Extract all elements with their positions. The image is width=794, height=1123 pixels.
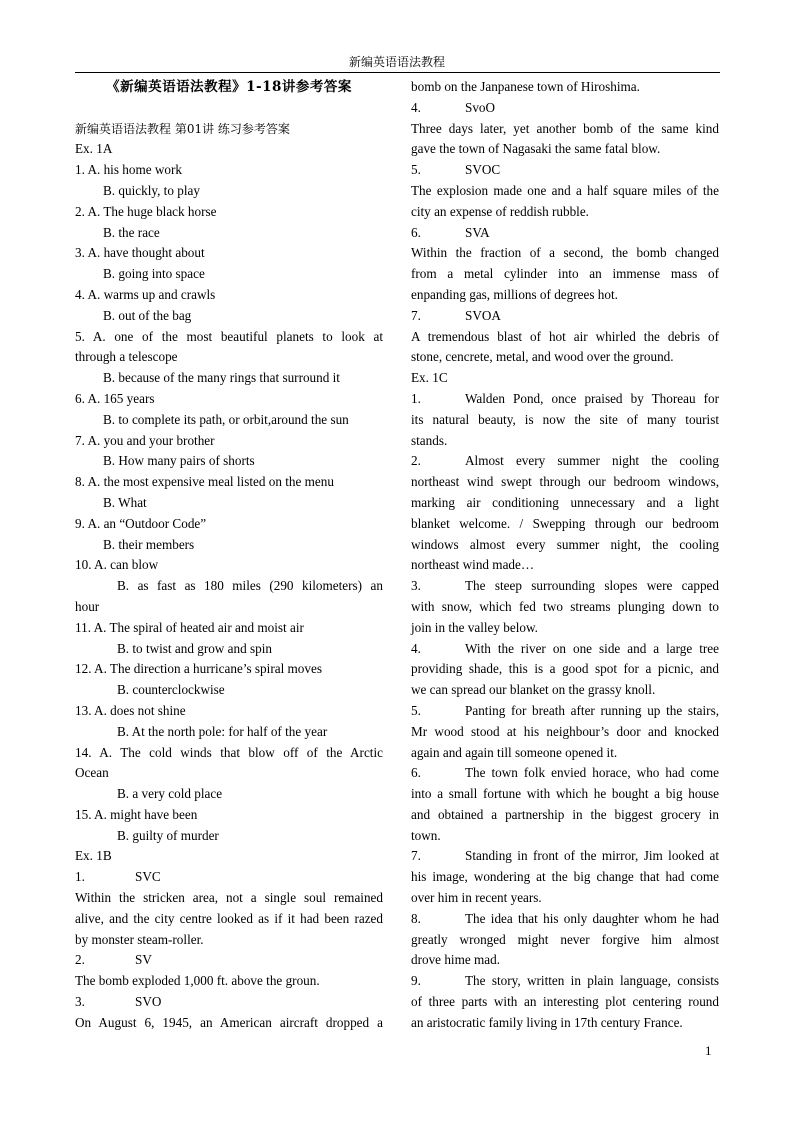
sentence-pattern: SVOC bbox=[465, 162, 501, 178]
answer-line: B. their members bbox=[103, 536, 195, 552]
answer-line: 12. A. The direction a hurricane’s spiral moves bbox=[75, 661, 322, 677]
item-number: 8. bbox=[411, 910, 421, 926]
answer-line: his image, wondering at the big change that had come bbox=[411, 869, 719, 885]
answer-line: Within the fraction of a second, the bomb changed bbox=[411, 245, 719, 261]
answer-line: providing shade, this is a good spot for a picnic, and bbox=[411, 661, 719, 677]
item-number: 3. bbox=[75, 994, 85, 1010]
item-number: 7. bbox=[411, 848, 421, 864]
item-number: 5. bbox=[411, 162, 421, 178]
answer-line: 15. A. might have been bbox=[75, 806, 198, 822]
answer-line: we can spread our blanket on the grassy knoll. bbox=[411, 682, 656, 698]
answer-line bbox=[411, 98, 719, 119]
answer-line bbox=[411, 389, 719, 410]
answer-line: Within the stricken area, not a single soul remained bbox=[75, 890, 383, 906]
item-number: 5. bbox=[411, 702, 421, 718]
answer-line: blanket welcome. / Swepping through our bedroom bbox=[411, 515, 719, 531]
sentence-pattern: SvoO bbox=[465, 99, 496, 115]
answer-line: by monster steam-roller. bbox=[75, 931, 204, 947]
answer-line: greatly wronged might never forgive him almost bbox=[411, 931, 719, 947]
left-column bbox=[75, 77, 383, 1034]
item-number: 1. bbox=[75, 869, 85, 885]
answer-text: The steep surrounding slopes were capped bbox=[465, 578, 719, 594]
answer-line: 7. A. you and your brother bbox=[75, 432, 215, 448]
section-subtitle: 新编英语语法教程 第01讲 练习参考答案 bbox=[75, 121, 290, 136]
answer-line bbox=[411, 639, 719, 660]
answer-line: enpanding gas, millions of degrees hot. bbox=[411, 286, 618, 302]
answer-line: 14. A. The cold winds that blow off of the Arctic bbox=[75, 744, 383, 760]
answer-line: Ocean bbox=[75, 765, 109, 781]
answer-text: Standing in front of the mirror, Jim looked at bbox=[465, 848, 719, 864]
sentence-pattern: SVOA bbox=[465, 307, 501, 323]
answer-line: B. out of the bag bbox=[103, 307, 192, 323]
answer-line: and obtained a partnership in the biggest grocery in bbox=[411, 806, 719, 822]
header-rule bbox=[75, 72, 720, 73]
answer-line: stands. bbox=[411, 432, 448, 448]
exercise-heading: Ex. 1C bbox=[411, 370, 448, 386]
answer-line: B. to complete its path, or orbit,around the sun bbox=[103, 411, 349, 427]
item-number: 2. bbox=[411, 453, 421, 469]
answer-line: B. as fast as 180 miles (290 kilometers) an bbox=[117, 578, 383, 594]
answer-line: drove hime mad. bbox=[411, 952, 500, 968]
answer-line: B. because of the many rings that surround it bbox=[103, 370, 340, 386]
answer-line: B. a very cold place bbox=[117, 786, 223, 802]
answer-line: hour bbox=[75, 598, 100, 614]
answer-line: alive, and the city centre looked as if it had been razed bbox=[75, 910, 383, 926]
answer-text: The story, written in plain language, consists bbox=[465, 973, 719, 989]
item-number: 6. bbox=[411, 224, 421, 240]
answer-line: B. to twist and grow and spin bbox=[117, 640, 272, 656]
answer-line: into a small fortune with which he bought a big house bbox=[411, 786, 719, 802]
answer-line bbox=[411, 909, 719, 930]
answer-line bbox=[75, 867, 383, 888]
answer-line: through a telescope bbox=[75, 349, 178, 365]
spacer bbox=[75, 98, 383, 119]
answer-line: an aristocratic family living in 17th century France. bbox=[411, 1014, 683, 1030]
sentence-pattern: SVA bbox=[465, 224, 490, 240]
answer-line bbox=[411, 971, 719, 992]
answer-line: bomb on the Janpanese town of Hiroshima. bbox=[411, 79, 640, 94]
answer-line bbox=[411, 451, 719, 472]
answer-line: city an expense of reddish rubble. bbox=[411, 203, 589, 219]
answer-text: The town folk envied horace, who had come bbox=[465, 765, 719, 781]
answer-line: 13. A. does not shine bbox=[75, 702, 186, 718]
answer-line bbox=[411, 763, 719, 784]
answer-line: 3. A. have thought about bbox=[75, 245, 205, 261]
answer-line: again and again till someone opened it. bbox=[411, 744, 618, 760]
answer-line bbox=[411, 846, 719, 867]
answer-line: marking air conditioning unnecessary and a light bbox=[411, 494, 719, 510]
sentence-pattern: SVC bbox=[135, 869, 161, 885]
answer-line: 6. A. 165 years bbox=[75, 390, 155, 406]
answer-line bbox=[75, 950, 383, 971]
answer-line: Mr wood stood at his neighbour’s door and knocked bbox=[411, 723, 719, 739]
answer-line: northeast wind swept through our bedroom windows, bbox=[411, 474, 719, 490]
answer-line bbox=[411, 223, 719, 244]
answer-line: B. going into space bbox=[103, 266, 205, 282]
page-header: 新编英语语法教程 bbox=[348, 55, 445, 69]
answer-line: Three days later, yet another bomb of the same kind bbox=[411, 120, 719, 136]
page-number: 1 bbox=[705, 1043, 712, 1058]
document-title: 《新编英语语法教程》1-18讲参考答案 bbox=[106, 79, 352, 95]
answer-line: The bomb exploded 1,000 ft. above the groun. bbox=[75, 973, 320, 989]
answer-line: gave the town of Nagasaki the same fatal blow. bbox=[411, 141, 661, 157]
exercise-heading: Ex. 1A bbox=[75, 141, 113, 157]
answer-line: over him in recent years. bbox=[411, 890, 542, 906]
answer-line: with snow, which fed two streams plunging down to bbox=[411, 598, 719, 614]
answer-line bbox=[411, 701, 719, 722]
exercise-heading: Ex. 1B bbox=[75, 848, 112, 864]
answer-line: town. bbox=[411, 827, 441, 843]
answer-line: northeast wind made… bbox=[411, 557, 535, 573]
answer-line: its natural beauty, is now the site of many tourist bbox=[411, 411, 719, 427]
answer-line: join in the valley below. bbox=[411, 619, 538, 635]
item-number: 7. bbox=[411, 307, 421, 323]
item-number: 9. bbox=[411, 973, 421, 989]
answer-line: 10. A. can blow bbox=[75, 557, 159, 573]
answer-line: 9. A. an “Outdoor Code” bbox=[75, 515, 207, 531]
item-number: 4. bbox=[411, 99, 421, 115]
sentence-pattern: SV bbox=[135, 952, 152, 968]
answer-line: B. guilty of murder bbox=[117, 827, 219, 843]
answer-line: B. At the north pole: for half of the year bbox=[117, 723, 328, 739]
answer-text: The idea that his only daughter whom he had bbox=[465, 910, 719, 926]
sentence-pattern: SVO bbox=[135, 994, 162, 1010]
answer-line: B. How many pairs of shorts bbox=[103, 453, 255, 469]
item-number: 4. bbox=[411, 640, 421, 656]
answer-line: B. quickly, to play bbox=[103, 182, 200, 198]
item-number: 1. bbox=[411, 390, 421, 406]
answer-line: 1. A. his home work bbox=[75, 162, 182, 178]
answer-line: 2. A. The huge black horse bbox=[75, 203, 217, 219]
answer-text: With the river on one side and a large tree bbox=[465, 640, 719, 656]
answer-line: 4. A. warms up and crawls bbox=[75, 286, 216, 302]
answer-line: The explosion made one and a half square miles of the bbox=[411, 182, 719, 198]
answer-line bbox=[411, 160, 719, 181]
answer-text: Almost every summer night the cooling bbox=[465, 453, 719, 469]
answer-line: windows almost every summer night, the cooling bbox=[411, 536, 719, 552]
answer-line: B. counterclockwise bbox=[117, 682, 225, 698]
answer-line bbox=[411, 306, 719, 327]
answer-line: B. the race bbox=[103, 224, 160, 240]
answer-line: of three parts with an interesting plot centering round bbox=[411, 994, 719, 1010]
answer-text: Panting for breath after running up the stairs, bbox=[465, 702, 719, 718]
answer-line: 8. A. the most expensive meal listed on the menu bbox=[75, 474, 334, 490]
item-number: 2. bbox=[75, 952, 85, 968]
answer-text: Walden Pond, once praised by Thoreau for bbox=[465, 390, 719, 406]
right-column bbox=[411, 77, 719, 1034]
answer-line: stone, cencrete, metal, and wood over the ground. bbox=[411, 349, 674, 365]
answer-line: from a metal cylinder into an immense mass of bbox=[411, 266, 719, 282]
item-number: 6. bbox=[411, 765, 421, 781]
answer-line: 11. A. The spiral of heated air and moist air bbox=[75, 619, 304, 635]
answer-line: On August 6, 1945, an American aircraft dropped a bbox=[75, 1014, 383, 1030]
item-number: 3. bbox=[411, 578, 421, 594]
answer-line: B. What bbox=[103, 494, 147, 510]
answer-line bbox=[411, 576, 719, 597]
answer-line: A tremendous blast of hot air whirled the debris of bbox=[411, 328, 719, 344]
answer-line: 5. A. one of the most beautiful planets to look at bbox=[75, 328, 383, 344]
answer-line bbox=[75, 992, 383, 1013]
